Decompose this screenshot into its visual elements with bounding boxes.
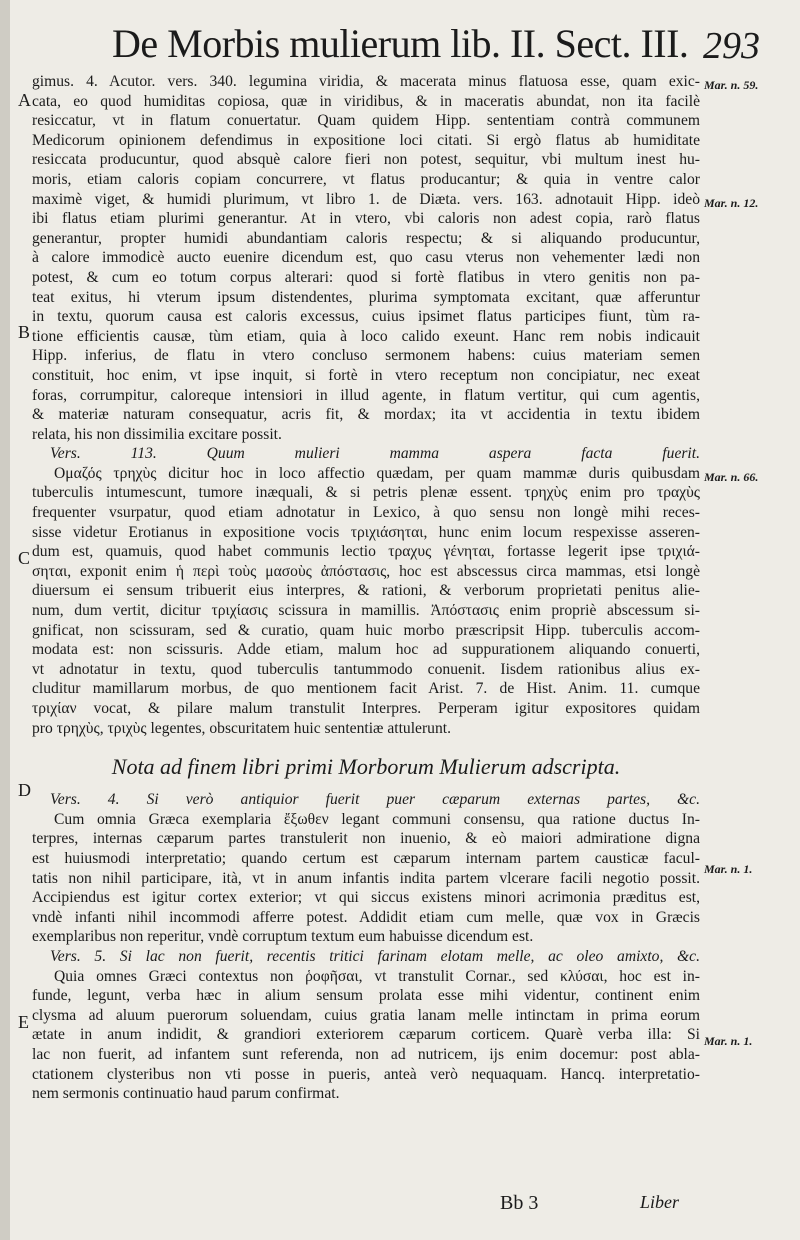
text-line: gimus. 4. Acutor. vers. 340. legumina viridia, & macerata minus flatuosa esse, quam exic- <box>32 73 700 90</box>
text-line: tuberculis intumescunt, tumore inæquali, & si petris plenæ essent. τρηχὺς enim pro τραχὺς <box>32 484 700 502</box>
text-line: Hipp. inferius, de flatu in vtero concluso sermonem habens: cuius materiam semen <box>32 347 700 365</box>
text-line: frequenter vsurpatur, quod etiam adnotatur in Lexico, à quo sensu non longè mihi reces- <box>32 504 700 522</box>
text-line: resiccata producuntur, quod absquè calore fieri non potest, sequitur, vbi multum inest hu- <box>32 151 700 169</box>
text-line: modata est: non scissuris. Adde etiam, malum hoc ad suppurationem aliquando conuerti, <box>32 641 700 659</box>
text-line: Quia omnes Græci contextus non ῥοφῆσαι, vt transtulit Cornar., sed κλύσαι, hoc est in- <box>54 967 700 985</box>
text-line: in textu, quorum causa est caloris excessus, cuius ipsimet flatus participes fiunt, tùm ra- <box>32 308 700 326</box>
verse-heading-4: Vers. 4. Si verò antiquior fuerit puer cæparum externas partes, &c. <box>50 791 700 809</box>
text-line: pro τρηχὺς, τριχὺς legentes, obscuritatem huic sententiæ attulerunt. <box>32 719 451 737</box>
text-line: potest, & cum eo totum corpus alterari: quod si fortè flatibus in vtero genitis non pa- <box>32 268 700 286</box>
text-line: tione efficientis causæ, tùm etiam, quia à loco calido exeunt. Hanc rem nobis indicauit <box>32 327 700 345</box>
text-line: nem sermonis continuatio haud parum confirmat. <box>32 1085 340 1103</box>
text-line: teat exitus, hi vterum ipsum distendentes, plurima symptomata excitant, quæ afferuntur <box>32 288 700 306</box>
paragraph-block-2 <box>32 464 700 738</box>
text-line: Cum omnia Græca exemplaria ἔξωθεν legant communi consensu, qua ratione ductus In- <box>54 810 700 828</box>
text-line: relata, his non dissimilia excitare possit. <box>32 425 282 443</box>
text-line: diuersum ei sensum tribuerit eius interpres, & rationi, & verborum proprietati penitus alie- <box>32 582 700 600</box>
text-line: cata, eo quod humiditas copiosa, quæ in viridibus, & in maceratis abundat, non ita facilè <box>32 92 700 110</box>
paragraph-block-3 <box>32 810 700 947</box>
text-line: dum est, quamuis, quod habet communis lectio τραχυς γένηται, fortasse legerit ipse τριχιά- <box>32 543 700 561</box>
page-number: 293 <box>703 25 760 67</box>
margin-note-1: Mar. n. 59. <box>704 78 759 92</box>
text-line: Medicorum opinionem defendimus in expositione loci citati. Si ergò flatus ab humiditate <box>32 131 700 149</box>
catchword: Liber <box>640 1192 680 1212</box>
text-line: ibi flatus etiam plurimi generantur. At in vtero, vbi caloris non adest copia, rarò flatus <box>32 210 700 228</box>
text-line: maximè viget, & humidi plurimum, vt libro 1. de Diæta. vers. 163. adnotauit Hipp. ideò <box>32 190 700 208</box>
text-line: & materiæ naturam consequatur, acris fit, & mordax; ita vt accidentia in textu ibidem <box>32 406 700 424</box>
text-line: num, dum vertit, dicitur τριχίασις scissura in mamillis. Ἀπόστασις enim propriè abscessum si- <box>32 602 700 620</box>
text-line: σηται, exponit enim ἡ περὶ τοὺς μασοὺς ἀπόστασις, hoc est abscessus circa mammas, etsi longè <box>32 562 700 580</box>
text-line: exemplaribus non reperitur, vndè corruptum textum eum habuisse dicendum est. <box>32 928 534 946</box>
side-letter-d: D <box>18 780 31 800</box>
text-line: gnificat, non scissuram, sed & curatio, quam huic morbo præscripsit Hipp. tuberculis accom- <box>32 621 700 639</box>
text-line: lac non fuerit, ad infantem sunt referenda, non ad nutricem, ijs enim docemur: post abla- <box>32 1045 700 1063</box>
text-line: moris, etiam caloris copiam concurrere, vt flatus producantur; & quia in ventre calor <box>32 170 700 188</box>
text-line: Ομαζός τρηχὺς dicitur hoc in loco affectio quædam, per quam mammæ duris quibusdam <box>54 464 700 482</box>
text-line: tatis non nihil participare, ità, vt in anum infantis indita partem vlcerare facili negotio possit. <box>32 869 700 887</box>
side-letter-e: E <box>18 1012 29 1032</box>
paragraph-block-1 <box>32 72 700 444</box>
text-line: vt adnotatur in textu, quod tuberculis tantummodo conuenit. Iisdem rationibus alius ex- <box>32 660 700 678</box>
text-line: foras, corrumpitur, caloreque intensiori in illud agente, in flatum vertitur, qui cum agentis, <box>32 386 700 404</box>
text-line: ctationem clysteribus non vti posse in pueris, anteà verò nequaquam. Hancq. interpretatio- <box>32 1065 700 1083</box>
body-text <box>32 72 700 1104</box>
verse-heading-5: Vers. 5. Si lac non fuerit, recentis tritici farinam elotam melle, ac oleo amixto, &c. <box>50 947 700 965</box>
text-line: Accipiendus est igitur cortex exterior; vt qui siccus existens minori acrimonia præditus est, <box>32 889 700 907</box>
text-line: ætate in anum indidit, & grandiori exteriorem cæparum corticem. Quarè verba illa: Si <box>32 1026 700 1044</box>
text-line: generantur, propter humidi abundantiam caloris respectu; & si aliquando producuntur, <box>32 229 700 247</box>
text-line: clysma ad aluum puerorum soluendam, cuius gratia lanam melle intinctam in prima eorum <box>32 1006 700 1024</box>
signature-mark: Bb 3 <box>500 1192 539 1214</box>
verse-heading-113: Vers. 113. Quum mulieri mamma aspera facta fuerit. <box>50 445 700 463</box>
page-header <box>40 14 760 74</box>
side-letter-b: B <box>18 322 31 342</box>
text-line: τριχίαν vocat, & pilare malum transtulit Interpres. Perperam igitur expositores quidam <box>32 700 700 717</box>
text-line: vndè infanti nihil incommodi afferre potest. Addidit etiam cum melle, quæ vox in Græcis <box>32 908 700 926</box>
text-line: terpres, internas cæparum partes transtulerit non inuenio, & eò maiori admiratione digna <box>32 830 700 848</box>
running-head: De Morbis mulierum lib. II. Sect. III. <box>112 21 689 66</box>
side-letter-a: A <box>18 90 31 110</box>
text-line: resiccatur, vt in flatum conuertatur. Quam quidem Hipp. sententiam contrà communem <box>32 112 700 130</box>
text-line: cluditur mamillarum morbus, de quo mentionem facit Arist. 7. de Hist. Anim. 11. cumque <box>32 680 700 698</box>
section-title-nota: Nota ad finem libri primi Morborum Mulierum adscripta. <box>111 754 621 780</box>
text-line: constituit, hoc enim, vt ipse inquit, si fortè in vtero receptum non concipiatur, nec exeat <box>32 366 700 384</box>
text-line: funde, legunt, verba hæc in alium sensum prolata esse mihi videntur, continent enim <box>32 987 700 1005</box>
text-line: à calore immodicè aucto euenire dicendum est, quo casu vterus non vehementer lædi non <box>32 249 700 267</box>
text-line: est huiusmodi interpretatio; quando certum est cæparum internam partem causticæ facul- <box>32 849 700 867</box>
side-letter-c: C <box>18 548 31 568</box>
margin-note-4: Mar. n. 1. <box>704 862 753 876</box>
page-spine-shadow <box>0 0 10 1240</box>
paragraph-block-4 <box>32 967 700 1104</box>
margin-note-5: Mar. n. 1. <box>704 1034 753 1048</box>
margin-note-2: Mar. n. 12. <box>704 196 759 210</box>
text-line: sisse videtur Erotianus in expositione vocis τριχιάσηται, hunc enim locum respexisse asseren- <box>32 523 700 541</box>
margin-note-3: Mar. n. 66. <box>704 470 759 484</box>
